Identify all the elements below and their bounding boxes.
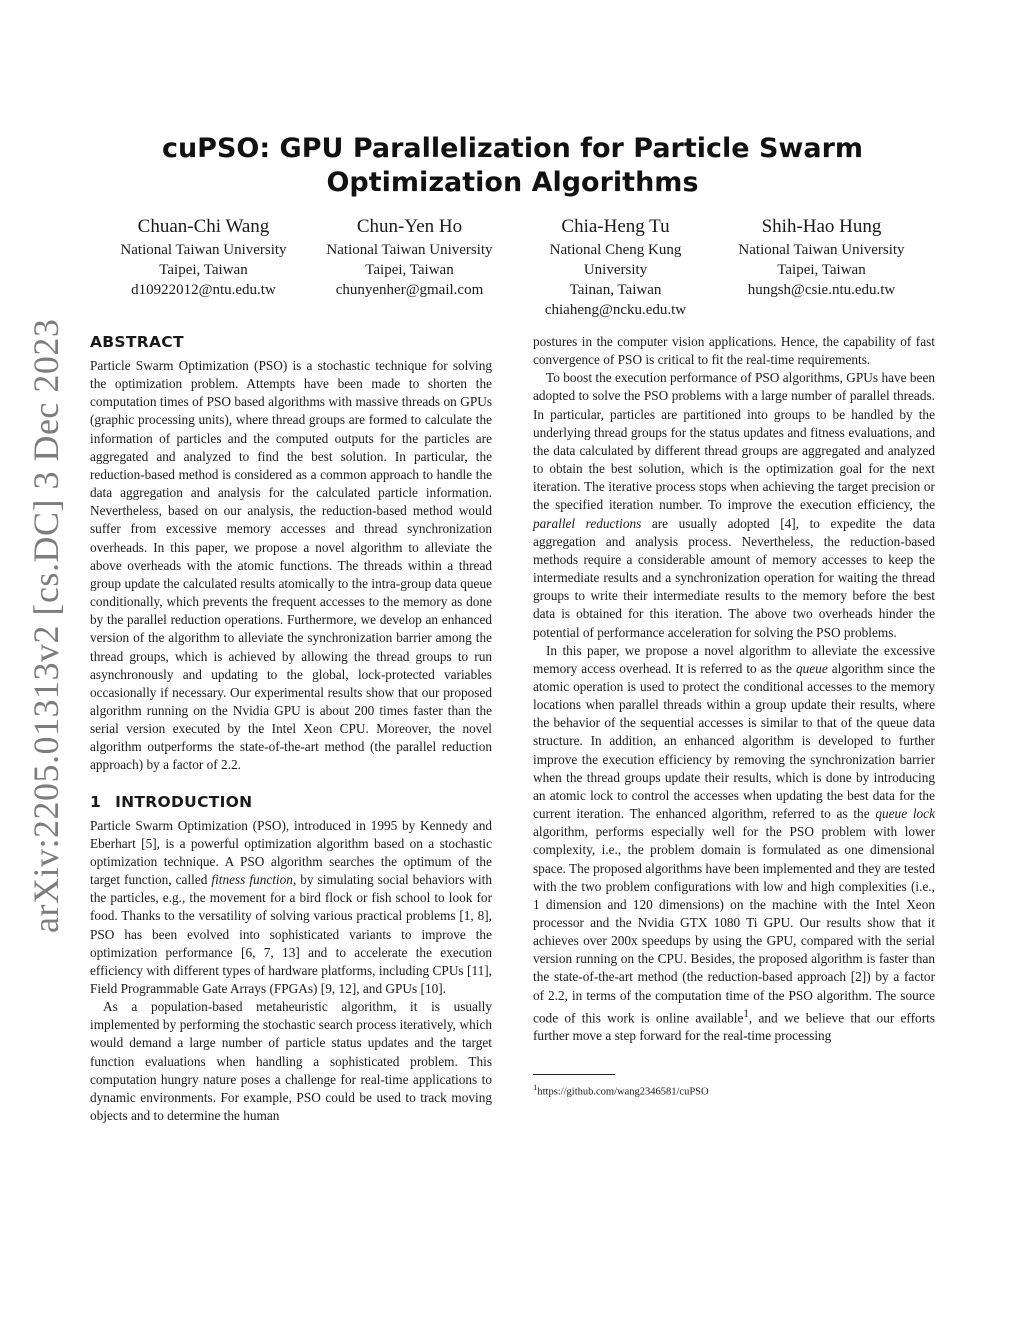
footnote-rule	[533, 1074, 615, 1075]
footnote	[533, 1080, 935, 1100]
author-name: Chuan-Chi Wang	[137, 216, 270, 237]
paragraph: Particle Swarm Optimization (PSO), introduced in 1995 by Kennedy and Eberhart [5], is a powerful optimization algorithm based on a stochastic optimization technique. A PSO algorithm searches the optimum of the target function, called fitness function, by simulating social behaviors with the particles, e.g., the movement for a bird flock or fish school to look for food. Thanks to the versatility of solving various practical problems [1, 8], PSO has been evolved into sophisticated variants to improve the optimization performance [6, 7, 13] and to accelerate the execution efficiency with different types of hardware platforms, including CPUs [11], Field Programmable Gate Arrays (FPGAs) [9, 12], and GPUs [10].	[90, 817, 492, 996]
author-block	[714, 215, 929, 300]
author-location: Taipei, Taiwan	[777, 262, 866, 278]
paper-title: cuPSO: GPU Parallelization for Particle Swarm Optimization Algorithms	[161, 133, 864, 198]
section-title: INTRODUCTION	[115, 792, 253, 811]
paragraph: In this paper, we propose a novel algorithm to alleviate the excessive memory access overhead. It is referred to as the queue algorithm since the atomic operation is used to protect the conditional accesses to the memory locations when parallel threads within a group update their results, where the behavior of the sequential accesses is similar to that of the queue data structure. In addition, an enhanced algorithm is developed to further improve the execution efficiency by removing the synchronization barrier when the thread groups update their results, which is done by introducing an atomic lock to control the accesses when updating the best data for the current iteration. The enhanced algorithm, referred to as the queue lock algorithm, performs especially well for the PSO problem with lower complexity, i.e., the problem domain is formulated as one dimensional space. The proposed algorithms have been implemented and they are tested with the two problem configurations with low and high complexities (i.e., 1 dimension and 120 dimensions) on the machine with the Intel Xeon processor and the Nvidia GTX 1080 Ti GPU. Our results show that it achieves over 200x speedups by using the GPU, compared with the serial version running on the CPU. Besides, the proposed algorithm is faster than the state-of-the-art method (the reduction-based approach [2]) by a factor of 2.2, in terms of the computation time of the PSO algorithm. The source code of this work is online available$^1$, and we believe that our efforts further move a step forward for the real-time processing	[533, 642, 935, 1044]
left-column	[90, 332, 492, 1125]
paragraph: As a population-based metaheuristic algorithm, it is usually implemented by performing the stochastic search process iteratively, which would demand a large number of particle status updates and the target function evaluations when handling a sophisticated problem. This computation hungry nature poses a challenge for real-time applications to dynamic environments. For example, PSO could be used to track moving objects and to determine the human	[90, 999, 492, 1124]
section-heading-introduction	[90, 792, 492, 812]
arxiv-identifier: arXiv:2205.01313v2 [cs.DC] 3 Dec 2023	[26, 318, 66, 933]
paragraph: To boost the execution performance of PSO algorithms, GPUs have been adopted to solve the PSO problems with a large number of parallel threads. In particular, particles are partitioned into groups to be handled by the underlying thread groups for the status updates and fitness evaluations, and the data calculated by different thread groups are aggregated and analyzed to obtain the best solution, which is the optimization goal for the next iteration. The iterative process stops when achieving the target precision or the specified iteration number. To improve the execution efficiency, the parallel reductions are usually adopted [4], to expedite the data aggregation and analysis process. Nevertheless, the reduction-based methods require a considerable amount of memory accesses to keep the intermediate results and a synchronization operation for waiting the thread groups to write their intermediate results to the memory before the best data is obtained for this iteration. The above two overheads hinder the potential of performance acceleration for solving the PSO problems.	[533, 370, 935, 640]
footnote-number: 1	[533, 1081, 538, 1092]
paragraph: postures in the computer vision applications. Hence, the capability of fast convergence of PSO is critical to fit the real-time requirements.	[533, 334, 935, 368]
author-affiliation: National Taiwan University	[738, 242, 905, 258]
author-name: Chun-Yen Ho	[356, 216, 463, 237]
author-email: hungsh@csie.ntu.edu.tw	[747, 282, 896, 298]
author-block	[508, 215, 723, 320]
author-location: Taipei, Taiwan	[159, 262, 248, 278]
author-affiliation: National Taiwan University	[120, 242, 287, 258]
section-number: 1	[90, 792, 102, 811]
author-block	[302, 215, 517, 300]
author-affiliation: National Taiwan University	[326, 242, 493, 258]
abstract-text: Particle Swarm Optimization (PSO) is a stochastic technique for solving the optimization problem. Attempts have been made to shorten the computation times of PSO based algorithms with massive threads on GPUs (graphic processing units), where thread groups are formed to calculate the information of particles and the computed outputs for the particles are aggregated and analyzed to find the best solution. In particular, the reduction-based method is considered as a common approach to handle the data aggregation and analysis for the calculated particle information. Nevertheless, based on our analysis, the reduction-based method would suffer from excessive memory accesses and thread synchronization overheads. In this paper, we propose a novel algorithm to alleviate the above overheads with the atomic functions. The threads within a thread group update the calculated results atomically to the intra-group data queue conditionally, which prevents the frequent accesses to the memory as done by the parallel reduction operations. Furthermore, we develop an enhanced version of the algorithm to alleviate the synchronization barrier among the thread groups, which is achieved by allowing the thread groups to run asynchronously and updating to the global, lock-protected variables occasionally if necessary. Our experimental results show that our proposed algorithm running on the Nvidia GPU is about 200 times faster than the serial version executed by the Intel Xeon CPU. Moreover, the novel algorithm outperforms the state-of-the-art method (the parallel reduction approach) by a factor of 2.2.	[90, 358, 492, 773]
author-name: Chia-Heng Tu	[561, 216, 670, 237]
footnote-link[interactable]: https://github.com/wang2346581/cuPSO	[537, 1086, 709, 1098]
author-affiliation: National Cheng Kung University	[549, 242, 682, 278]
author-name: Shih-Hao Hung	[761, 216, 882, 237]
author-location: Taipei, Taiwan	[365, 262, 454, 278]
author-email: chunyenher@gmail.com	[335, 282, 484, 298]
right-column	[533, 333, 935, 1099]
author-email: d10922012@ntu.edu.tw	[131, 282, 276, 298]
author-block	[96, 215, 311, 300]
author-email: chiaheng@ncku.edu.tw	[544, 302, 687, 318]
author-location: Tainan, Taiwan	[569, 282, 662, 298]
abstract-heading: ABSTRACT	[90, 333, 184, 351]
footnote-marker: 1	[743, 1007, 749, 1020]
